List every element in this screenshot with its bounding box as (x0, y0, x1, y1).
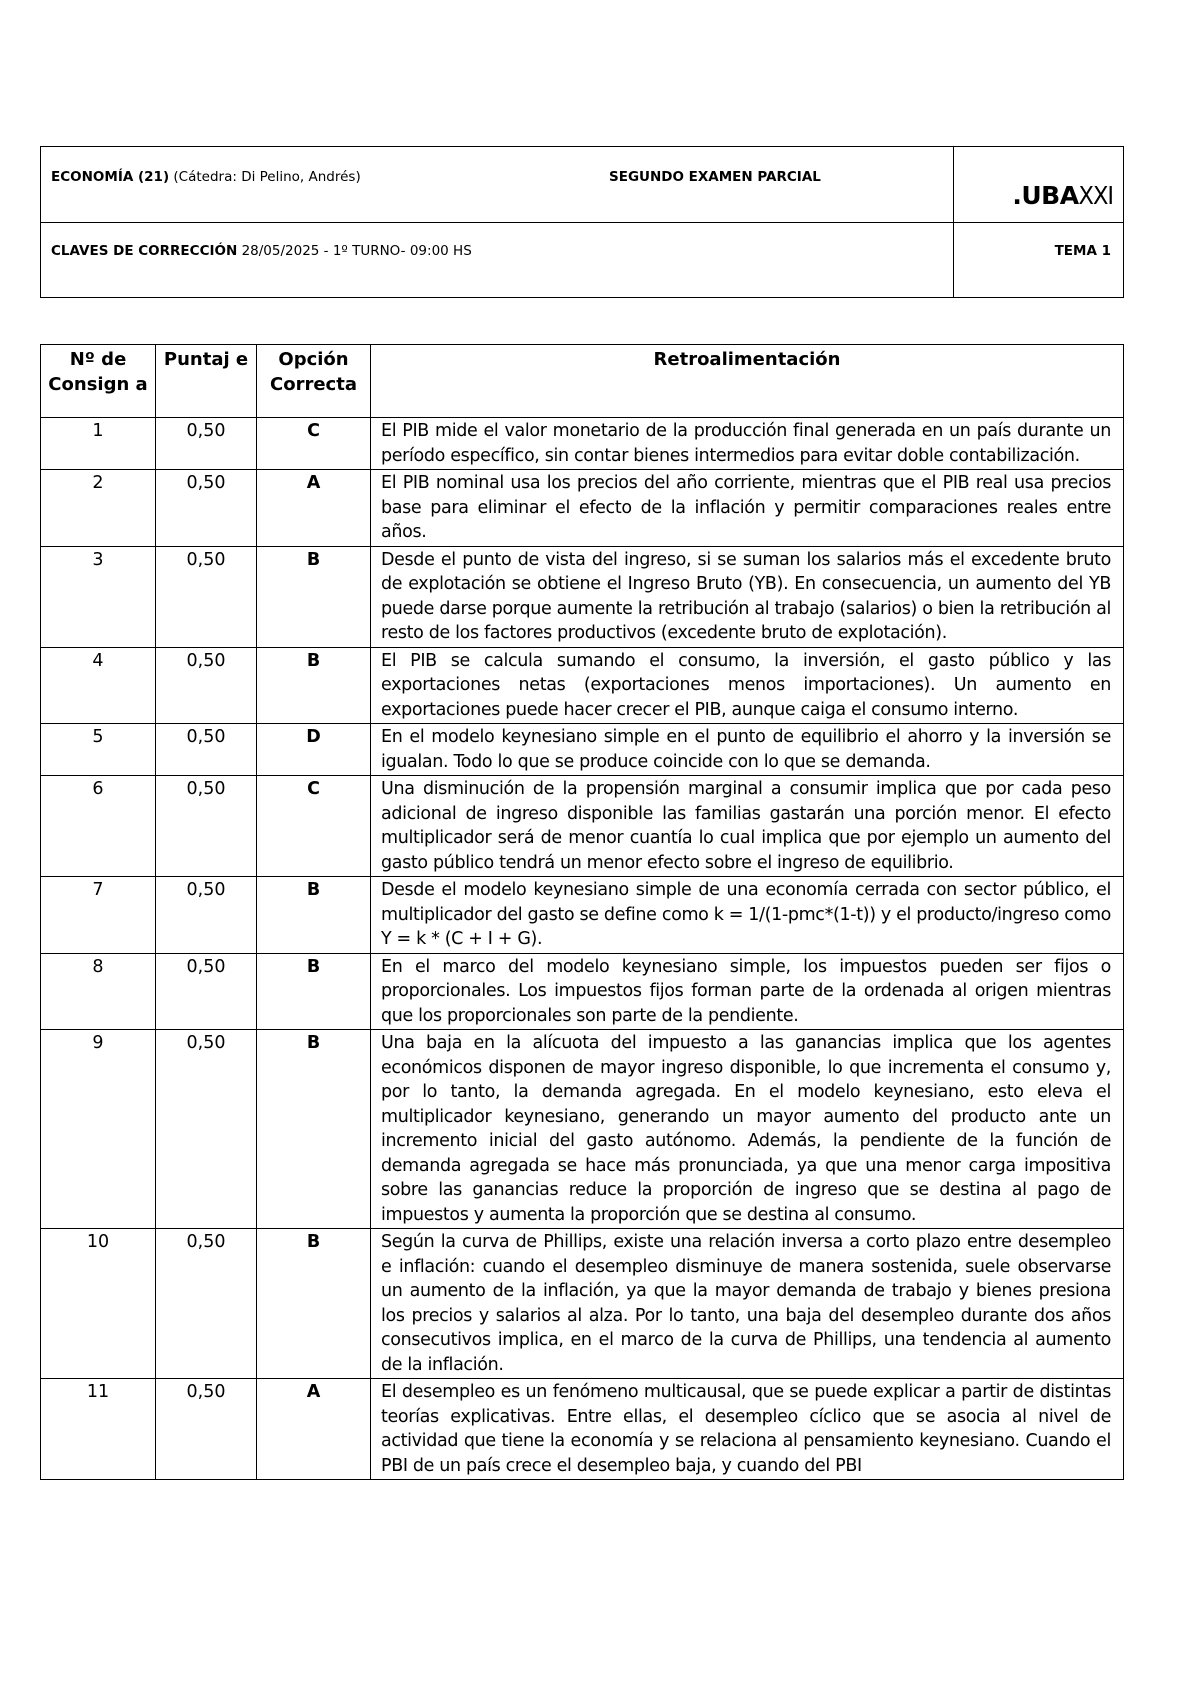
correct-option: A (257, 1379, 371, 1480)
table-row (41, 470, 1124, 547)
correct-option: A (257, 470, 371, 547)
correct-option: D (257, 724, 371, 776)
correct-option: B (257, 1229, 371, 1379)
table-row (41, 877, 1124, 954)
question-number: 1 (41, 418, 156, 470)
feedback-text: En el marco del modelo keynesiano simple, los impuestos pueden ser fijos o proporcionales. Los impuestos fijos forman parte de la ordenada al origen mientras que los proporcionales son parte de la pendiente. (371, 953, 1124, 1030)
score: 0,50 (156, 647, 257, 724)
feedback-text: Según la curva de Phillips, existe una relación inversa a corto plazo entre desempleo e inflación: cuando el desempleo disminuye de manera sostenida, suele observarse un aumento de la inflación, ya que la mayor demanda de trabajo y bienes presiona los precios y salarios al alza. Por lo tanto, una baja del desempleo durante dos años consecutivos implica, en el marco de la curva de Phillips, una tendencia al aumento de la inflación. (371, 1229, 1124, 1379)
header-puntaje: Puntaj e (156, 345, 257, 418)
correct-option: C (257, 776, 371, 877)
score: 0,50 (156, 1229, 257, 1379)
question-number: 8 (41, 953, 156, 1030)
table-row (41, 647, 1124, 724)
score: 0,50 (156, 470, 257, 547)
question-number: 11 (41, 1379, 156, 1480)
question-number: 6 (41, 776, 156, 877)
feedback-text: Una baja en la alícuota del impuesto a las ganancias implica que los agentes económicos disponen de mayor ingreso disponible, lo que incrementa el consumo y, por lo tanto, la demanda agregada. En el modelo keynesiano, esto eleva el multiplicador keynesiano, generando un mayor aumento del producto ante un incremento inicial del gasto autónomo. Además, la pendiente de la función de demanda agregada se hace más pronunciada, ya que una menor carga impositiva sobre las ganancias reduce la proporción de ingreso que se destina al pago de impuestos y aumenta la proporción que se destina al consumo. (371, 1030, 1124, 1229)
header-opcion-correcta: Opción Correcta (257, 345, 371, 418)
question-number: 10 (41, 1229, 156, 1379)
score: 0,50 (156, 418, 257, 470)
feedback-text: El desempleo es un fenómeno multicausal, que se puede explicar a partir de distintas teorías explicativas. Entre ellas, el desempleo cíclico que se asocia al nivel de actividad que tiene la economía y se relaciona al pensamiento keynesiano. Cuando el PBI de un país crece el desempleo baja, y cuando del PBI (371, 1379, 1124, 1480)
table-row (41, 418, 1124, 470)
feedback-text: El PIB se calcula sumando el consumo, la inversión, el gasto público y las exportaciones netas (exportaciones menos importaciones). Un aumento en exportaciones puede hacer crecer el PIB, aunque caiga el consumo interno. (371, 647, 1124, 724)
correct-option: C (257, 418, 371, 470)
question-number: 5 (41, 724, 156, 776)
correct-option: B (257, 877, 371, 954)
exam-type: SEGUNDO EXAMEN PARCIAL (609, 169, 821, 185)
table-row (41, 953, 1124, 1030)
feedback-text: El PIB mide el valor monetario de la producción final generada en un país durante un período específico, sin contar bienes intermedios para evitar doble contabilización. (371, 418, 1124, 470)
feedback-text: El PIB nominal usa los precios del año corriente, mientras que el PIB real usa precios base para eliminar el efecto de la inflación y permitir comparaciones reales entre años. (371, 470, 1124, 547)
table-row (41, 776, 1124, 877)
score: 0,50 (156, 546, 257, 647)
exam-header-table (40, 146, 1124, 298)
question-number: 3 (41, 546, 156, 647)
table-row (41, 546, 1124, 647)
table-header-row (41, 345, 1124, 418)
score: 0,50 (156, 1379, 257, 1480)
feedback-text: Desde el punto de vista del ingreso, si se suman los salarios más el excedente bruto de explotación se obtiene el Ingreso Bruto (YB). En consecuencia, un aumento del YB puede darse porque aumente la retribución al trabajo (salarios) o bien la retribución al resto de los factores productivos (excedente bruto de explotación). (371, 546, 1124, 647)
score: 0,50 (156, 776, 257, 877)
feedback-text: Desde el modelo keynesiano simple de una economía cerrada con sector público, el multiplicador del gasto se define como k = 1/(1-pmc*(1-t)) y el producto/ingreso como Y = k * (C + I + G). (371, 877, 1124, 954)
table-row (41, 724, 1124, 776)
question-number: 4 (41, 647, 156, 724)
header-consigna: Nº de Consign a (41, 345, 156, 418)
feedback-text: Una disminución de la propensión marginal a consumir implica que por cada peso adicional de ingreso disponible las familias gastarán una porción menor. El efecto multiplicador será de menor cuantía lo cual implica que por ejemplo un aumento del gasto público tendrá un menor efecto sobre el ingreso de equilibrio. (371, 776, 1124, 877)
score: 0,50 (156, 724, 257, 776)
answer-key-table (40, 344, 1124, 1480)
question-number: 7 (41, 877, 156, 954)
question-number: 2 (41, 470, 156, 547)
header-subject-cell (41, 147, 954, 223)
header-claves-cell (41, 223, 954, 298)
score: 0,50 (156, 1030, 257, 1229)
correct-option: B (257, 546, 371, 647)
subject-title: ECONOMÍA (21) (Cátedra: Di Pelino, Andrés) (51, 169, 361, 185)
score: 0,50 (156, 953, 257, 1030)
correct-option: B (257, 953, 371, 1030)
header-tema-cell (954, 223, 1124, 298)
question-number: 9 (41, 1030, 156, 1229)
tema-label: TEMA 1 (1054, 243, 1111, 259)
table-row (41, 1030, 1124, 1229)
correct-option: B (257, 1030, 371, 1229)
table-row (41, 1229, 1124, 1379)
header-retroalimentacion: Retroalimentación (371, 345, 1124, 418)
score: 0,50 (156, 877, 257, 954)
table-row (41, 1379, 1124, 1480)
header-logo-cell (954, 147, 1124, 223)
correct-option: B (257, 647, 371, 724)
feedback-text: En el modelo keynesiano simple en el punto de equilibrio el ahorro y la inversión se igualan. Todo lo que se produce coincide con lo que se demanda. (371, 724, 1124, 776)
claves-de-correccion: CLAVES DE CORRECCIÓN 28/05/2025 - 1º TURNO- 09:00 HS (51, 243, 472, 259)
uba-xxi-logo: .UBAXXI (1012, 181, 1113, 210)
